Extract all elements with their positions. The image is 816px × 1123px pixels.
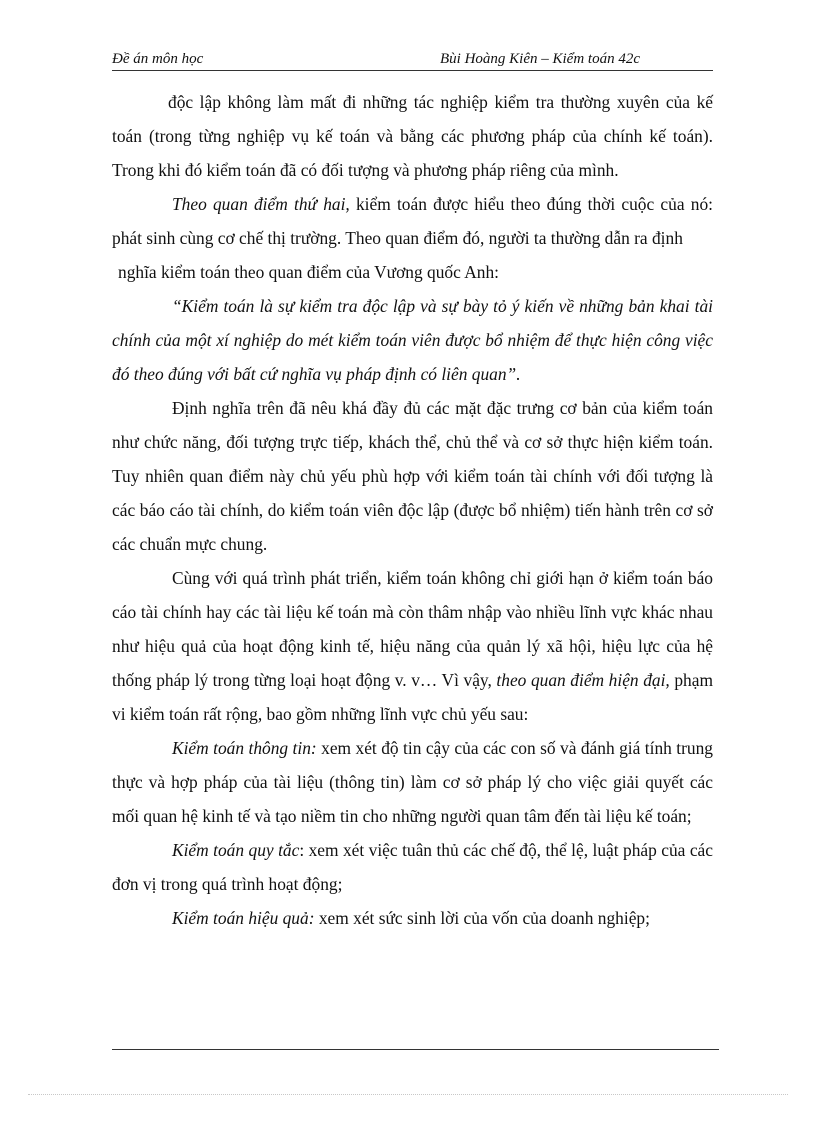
paragraph-3: nghĩa kiểm toán theo quan điểm của Vương quốc Anh: xyxy=(118,262,500,282)
paragraph-compliance-audit xyxy=(112,833,713,901)
paragraph-2 xyxy=(112,187,713,255)
efficiency-audit-term: Kiểm toán hiệu quả: xyxy=(172,908,315,928)
paragraph-5-emphasis: theo quan điểm hiện đại, xyxy=(496,670,670,690)
paragraph-information-audit xyxy=(112,731,713,833)
paragraph-efficiency-audit xyxy=(112,901,713,935)
page-bottom-border xyxy=(28,1094,788,1095)
paragraph-2-text: kiểm toán được hiểu theo đúng thời cuộc của nó: phát sinh cùng cơ chế thị trường. Theo quan điểm đó, người ta thường dẫn ra định xyxy=(112,194,713,248)
paragraph-5-text-start: Cùng với quá trình phát triển, kiểm toán không chỉ giới hạn ở kiểm toán báo cáo tài chính hay các tài liệu kế toán mà còn thâm nhập vào nhiều lĩnh vực khác nhau như hiệu quả của hoạt động kinh tế, hiệu năng của quản lý xã hội, hiệu lực của hệ thống pháp lý trong từng loại hoạt động v. v… Vì vậy, xyxy=(112,568,713,690)
efficiency-audit-text: xem xét sức sinh lời của vốn của doanh nghiệp; xyxy=(314,908,650,928)
document-body xyxy=(112,85,713,935)
header-author: Bùi Hoàng Kiên – Kiểm toán 42c xyxy=(440,51,640,67)
footer-rule xyxy=(112,1049,719,1050)
information-audit-text: xem xét độ tin cậy của các con số và đánh giá tính trung thực và hợp pháp của tài liệu (thông tin) làm cơ sở pháp lý cho việc giải quyết các mối quan hệ kinh tế và tạo niềm tin cho những người quan tâm đến tài liệu kế toán; xyxy=(112,738,713,826)
uk-definition-quote: “Kiểm toán là sự kiểm tra độc lập và sự bày tỏ ý kiến về những bản khai tài chính của một xí nghiệp do mét kiểm toán viên được bổ nhiệm để thực hiện công việc đó theo đúng với bất cứ nghĩa vụ pháp định có liên quan”. xyxy=(112,296,713,384)
paragraph-2-emphasis: Theo quan điểm thứ hai, xyxy=(172,194,350,214)
paragraph-5-text-end: phạm vi kiểm toán rất rộng, bao gồm những lĩnh vực chủ yếu sau: xyxy=(112,670,713,724)
compliance-audit-term: Kiểm toán quy tắc xyxy=(172,840,300,860)
paragraph-4: Định nghĩa trên đã nêu khá đầy đủ các mặt đặc trưng cơ bản của kiểm toán như chức năng, đối tượng trực tiếp, khách thể, chủ thể và cơ sở thực hiện kiểm toán. Tuy nhiên quan điểm này chủ yếu phù hợp với kiểm toán tài chính với đối tượng là các báo cáo tài chính, do kiểm toán viên độc lập (được bổ nhiệm) tiến hành trên cơ sở các chuẩn mực chung. xyxy=(112,398,713,554)
information-audit-term: Kiểm toán thông tin: xyxy=(172,738,317,758)
compliance-audit-text: : xem xét việc tuân thủ các chế độ, thể lệ, luật pháp của các đơn vị trong quá trình hoạt động; xyxy=(112,840,713,894)
paragraph-1: độc lập không làm mất đi những tác nghiệp kiểm tra thường xuyên của kế toán (trong từng nghiệp vụ kế toán và bằng các phương pháp của chính kế toán). Trong khi đó kiểm toán đã có đối tượng và phương pháp riêng của mình. xyxy=(112,92,713,180)
header-course-title: Đề án môn học xyxy=(112,51,204,67)
paragraph-5 xyxy=(112,561,713,731)
page-header xyxy=(112,50,713,71)
